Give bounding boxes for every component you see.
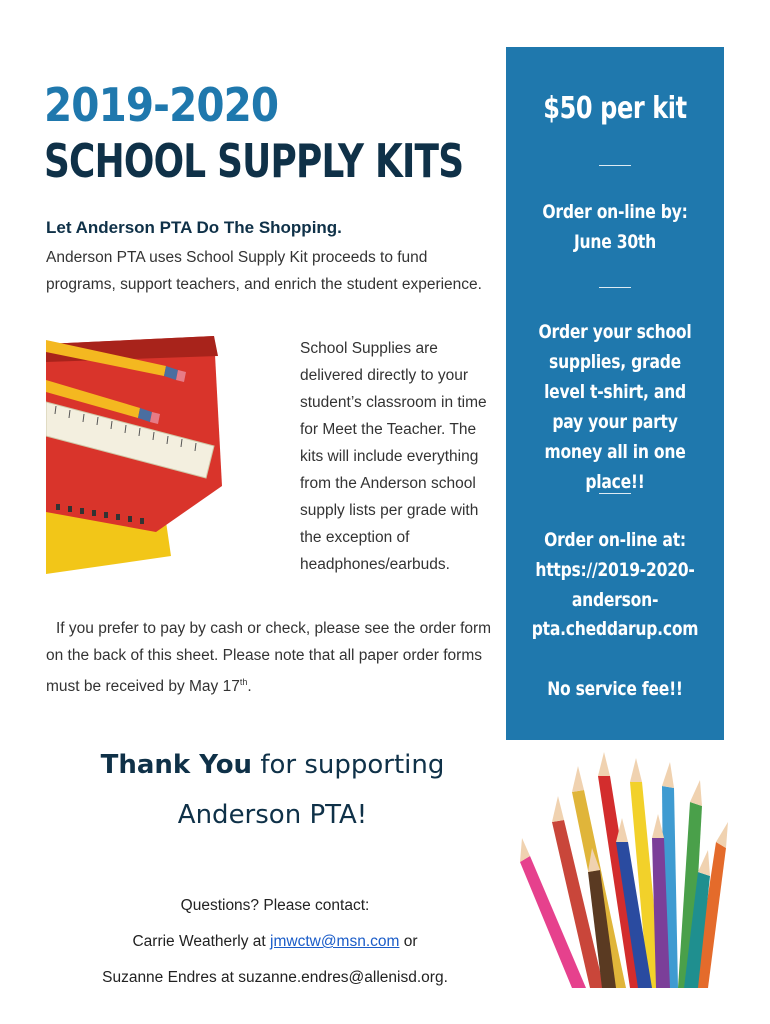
kit-price: $50 per kit: [543, 91, 687, 126]
payment-text: If you prefer to pay by cash or check, please see the order form on the back of this sheet. Please note that all paper order forms must be received by May 17: [46, 620, 492, 696]
divider: [599, 493, 631, 494]
contact-heading: Questions? Please contact:: [180, 897, 370, 914]
one-place-message: Order your school supplies, grade level t-shirt, and pay your party money all in one place!!: [538, 321, 692, 493]
delivery-paragraph: School Supplies are delivered directly to your student’s classroom in time for Meet the Teacher. The kits will include everything from the Anderson school supply lists per grade with the exception of headphones/earbuds.: [300, 340, 487, 573]
deadline-label: Order on-line by:: [542, 201, 688, 223]
thank-you-message: [60, 740, 485, 840]
school-supplies-photo: [46, 336, 224, 580]
divider: [599, 165, 631, 166]
school-supplies-illustration: [46, 336, 224, 580]
order-url-line-2[interactable]: anderson-: [571, 589, 659, 611]
thank-you-rest: for supporting: [260, 750, 445, 780]
contact-or: or: [403, 933, 418, 950]
online-label: Order on-line at:: [544, 529, 686, 551]
intro-heading: Let Anderson PTA Do The Shopping.: [46, 218, 342, 237]
intro-paragraph: Anderson PTA uses School Supply Kit proceeds to fund programs, support teachers, and enrich the student experience.: [46, 249, 482, 293]
title-main: SCHOOL SUPPLY KITS: [44, 134, 464, 188]
thank-you-bold: Thank You: [100, 750, 253, 780]
payment-superscript: th: [239, 677, 248, 687]
order-info-sidebar: [506, 47, 724, 740]
thank-you-line-2: Anderson PTA!: [177, 800, 368, 830]
colored-pencils-illustration: [512, 752, 732, 988]
contact-block: [40, 888, 510, 996]
payment-paragraph: [46, 615, 496, 700]
payment-end: .: [247, 678, 252, 696]
colored-pencils-image: [512, 752, 732, 988]
order-url-line-3[interactable]: pta.cheddarup.com: [531, 618, 699, 640]
title-year: 2019-2020: [44, 78, 279, 132]
contact-person-2: Suzanne Endres at suzanne.endres@allenisd.org.: [102, 969, 448, 986]
contact-person-1: Carrie Weatherly at: [132, 933, 266, 950]
deadline-date: June 30th: [574, 231, 656, 253]
divider: [599, 287, 631, 288]
no-fee-message: No service fee!!: [547, 678, 683, 700]
order-url-line-1[interactable]: https://2019-2020-: [535, 559, 695, 581]
contact-email-link[interactable]: jmwctw@msn.com: [270, 933, 400, 950]
